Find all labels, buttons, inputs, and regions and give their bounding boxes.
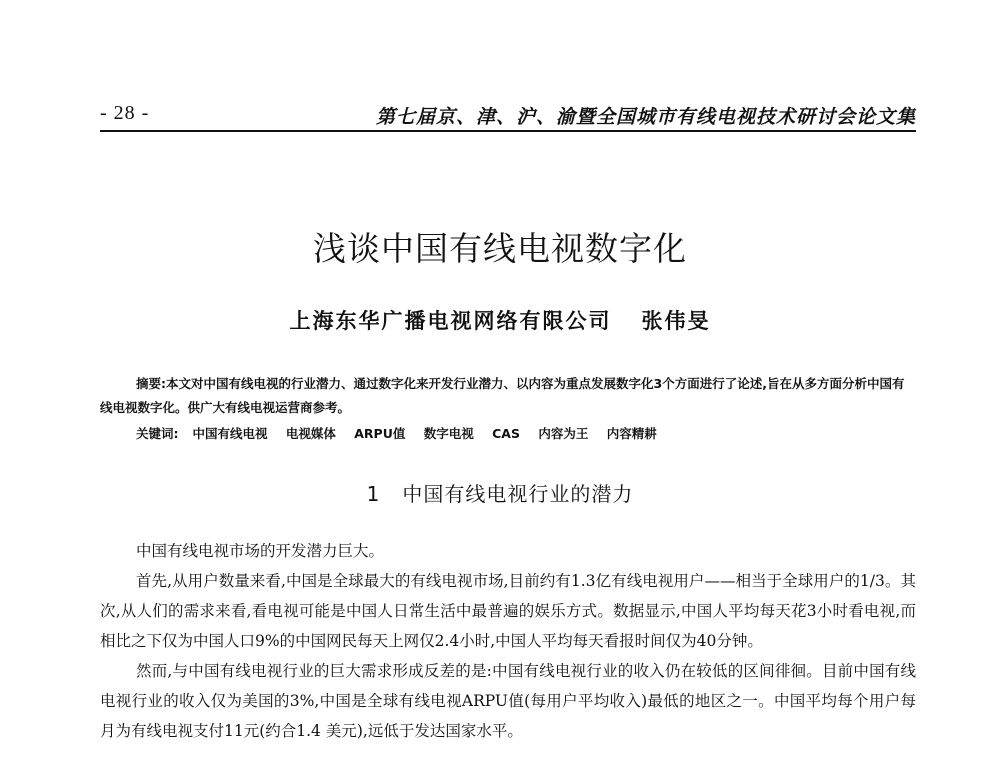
- running-title: 第七届京、津、沪、渝暨全国城市有线电视技术研讨会论文集: [375, 106, 916, 128]
- keyword: 内容为王: [538, 426, 589, 441]
- paragraph: 然而,与中国有线电视行业的巨大需求形成反差的是:中国有线电视行业的收入仍在较低的区间徘徊。目前中国有线电视行业的收入仅为美国的3%,中国是全球有线电视ARPU值(每用户平均收入)最低的地区之一。中国平均每个用户每月为有线电视支付11元(约合1.4 美元),远低于发达国家水平。: [100, 662, 916, 740]
- section-number: 1: [366, 482, 381, 506]
- keyword: ARPU值: [354, 426, 406, 441]
- keywords-label: 关键词:: [136, 426, 179, 441]
- paragraph: 中国有线电视市场的开发潜力巨大。: [136, 542, 385, 560]
- body-text: [100, 536, 916, 746]
- article-title: 浅谈中国有线电视数字化: [313, 229, 687, 268]
- keyword: 中国有线电视: [192, 426, 268, 441]
- affiliation: 上海东华广播电视网络有限公司: [289, 308, 612, 333]
- keyword: 电视媒体: [285, 426, 336, 441]
- keywords: [136, 424, 657, 442]
- keyword: 数字电视: [423, 426, 474, 441]
- paragraph: 首先,从用户数量来看,中国是全球最大的有线电视市场,目前约有1.3亿有线电视用户——相当于全球用户的1/3。其次,从人们的需求来看,看电视可能是中国人日常生活中最普遍的娱乐方式。数据显示,中国人平均每天花3小时看电视,而相比之下仅为中国人口9%的中国网民每天上网仅2.4小时,中国人平均每天看报时间仅为40分钟。: [100, 572, 916, 650]
- running-header: [100, 100, 916, 128]
- header-rule: [100, 130, 916, 132]
- page-number: - 28 -: [100, 102, 150, 124]
- byline: [0, 305, 1000, 335]
- keyword: CAS: [492, 426, 520, 441]
- abstract-text: 摘要:本文对中国有线电视的行业潜力、通过数字化来开发行业潜力、以内容为重点发展数字化3个方面进行了论述,旨在从多方面分析中国有线电视数字化。供广大有线电视运营商参考。: [100, 376, 905, 415]
- abstract: [100, 372, 916, 420]
- section-heading: [0, 478, 1000, 507]
- author-name: 张伟旻: [641, 308, 711, 333]
- keyword: 内容精耕: [606, 426, 657, 441]
- section-title: 中国有线电视行业的潜力: [402, 482, 634, 506]
